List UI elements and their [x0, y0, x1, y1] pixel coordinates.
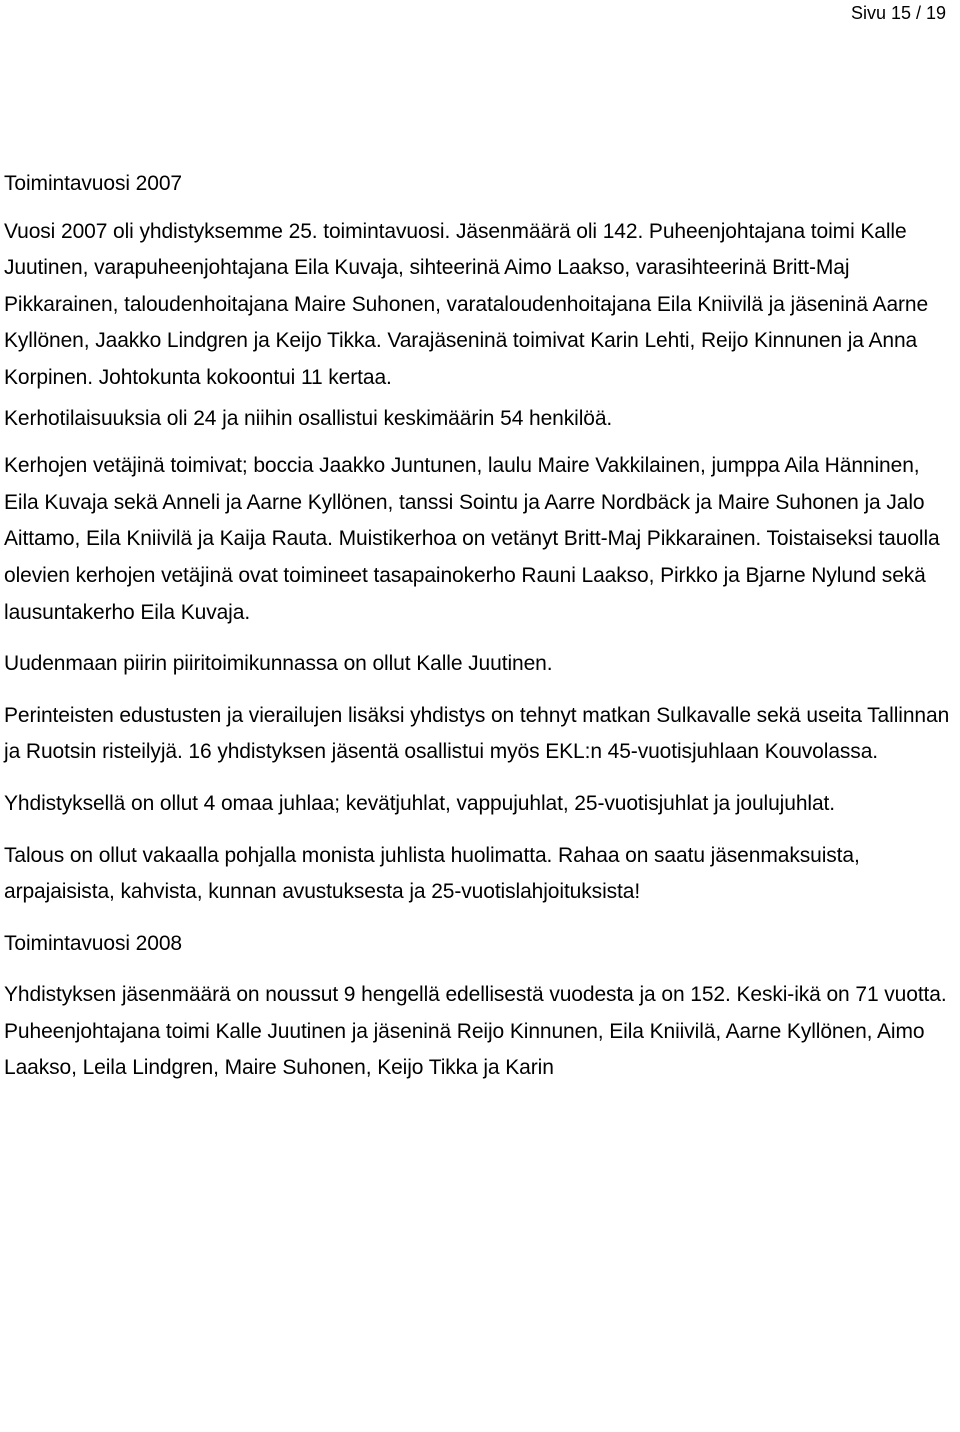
paragraph-membership-2008: Yhdistyksen jäsenmäärä on noussut 9 hengellä edellisestä vuodesta ja on 152. Keski-ikä on 71 vuotta. [4, 983, 947, 1007]
paragraph-celebrations: Yhdistyksellä on ollut 4 omaa juhlaa; kevätjuhlat, vappujuhlat, 25-vuotisjuhlat ja joulujuhlat. [4, 791, 836, 815]
paragraph-club-leaders: Kerhojen vetäjinä toimivat; boccia Jaakko Juntunen, laulu Maire Vakkilainen, jumppa Aila Hänninen, Eila Kuvaja sekä Anneli ja Aarne Kyllönen, tanssi Sointu ja Aarre Nordbäck ja Maire Suhonen ja Jalo Aittamo, Eila Kniivilä ja Kaija Rauta. Muistikerhoa on vetänyt Britt-Maj Pikkarainen. Toistaiseksi tauolla olevien kerhojen vetäjinä ovat toimineet tasapainokerho Rauni Laakso, Pirkko ja Bjarne Nylund sekä lausuntakerho Eila Kuvaja. [4, 454, 940, 624]
page-number: Sivu 15 / 19 [850, 3, 946, 23]
paragraph-club-events: Kerhotilaisuuksia oli 24 ja niihin osallistui keskimäärin 54 henkilöä. [4, 406, 613, 430]
paragraph-trips: Perinteisten edustusten ja vierailujen lisäksi yhdistys on tehnyt matkan Sulkavalle sekä useita Tallinnan ja Ruotsin risteilyjä. 16 yhdistyksen jäsentä osallistui myös EKL:n 45-vuotisjuhlaan Kouvolassa. [4, 703, 950, 764]
paragraph-district-committee: Uudenmaan piirin piiritoimikunnassa on ollut Kalle Juutinen. [4, 652, 553, 676]
paragraph-board-2008: Puheenjohtajana toimi Kalle Juutinen ja jäseninä Reijo Kinnunen, Eila Kniivilä, Aarne Kyllönen, Aimo Laakso, Leila Lindgren, Maire Suhonen, Keijo Tikka ja Karin [4, 1019, 925, 1080]
paragraph-finances: Talous on ollut vakaalla pohjalla monista juhlista huolimatta. Rahaa on saatu jäsenmaksuista, arpajaisista, kahvista, kunnan avustuksesta ja 25-vuotislahjoituksista! [4, 843, 860, 904]
document-body [4, 166, 952, 1087]
section-heading-2007: Toimintavuosi 2007 [4, 172, 182, 195]
section-heading-2008: Toimintavuosi 2008 [4, 931, 182, 955]
paragraph-board-2007: Vuosi 2007 oli yhdistyksemme 25. toimintavuosi. Jäsenmäärä oli 142. Puheenjohtajana toimi Kalle Juutinen, varapuheenjohtajana Eila Kuvaja, sihteerinä Aimo Laakso, varasihteerinä Britt-Maj Pikkarainen, taloudenhoitajana Maire Suhonen, varataloudenhoitajana Eila Kniivilä ja jäseninä Aarne Kyllönen, Jaakko Lindgren ja Keijo Tikka. Varajäseninä toimivat Karin Lehti, Reijo Kinnunen ja Anna Korpinen. Johtokunta kokoontui 11 kertaa. [4, 219, 929, 389]
